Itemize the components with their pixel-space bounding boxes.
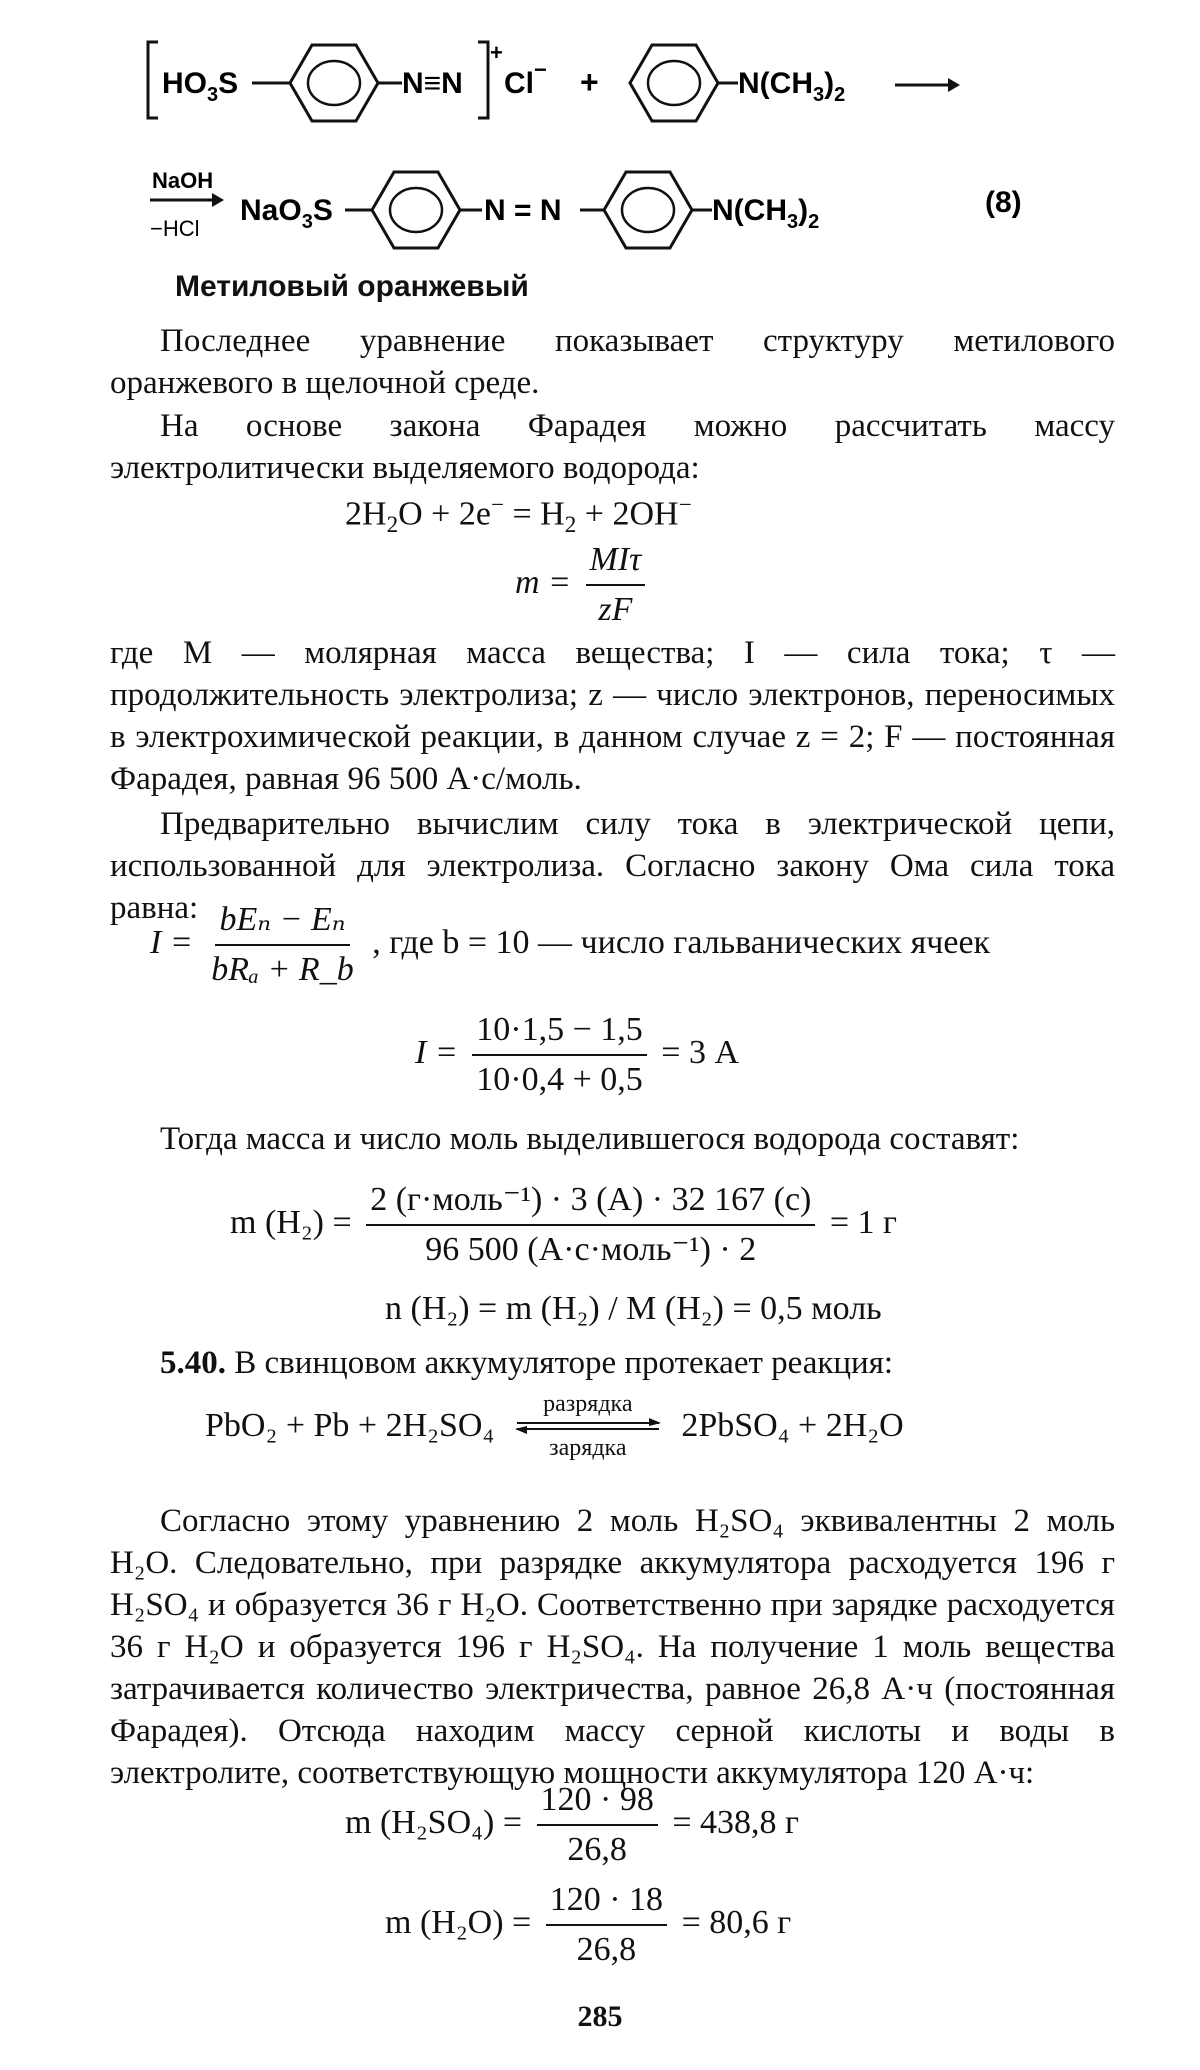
problem-text: В свинцовом аккумуляторе протекает реакция: <box>234 1345 894 1381</box>
arrow-label-charge: зарядка <box>549 1435 627 1461</box>
paragraph-lead-battery: Согласно этому уравнению 2 моль H₂SO₄ эквивалентны 2 моль H₂O. Следовательно, при разрядке аккумулятора расходуется 196 г H₂SO₄ и образуется 36 г H₂O. Соответственно при зарядке расходуется 36 г H₂O и образуется 196 г H₂SO₄. На получение 1 моль вещества затрачивается количество электричества, равное 26,8 А·ч (постоянная Фарадея). Отсюда находим массу серной кислоты и воды в электролите, соответствующую мощности аккумулятора 120 А·ч: <box>110 1503 1115 1791</box>
problem-number: 5.40. <box>160 1345 226 1381</box>
equation-water-mass: m (H₂O) = $\frac{120 \cdot 18}{26,8}$ = 80,6 г <box>385 1881 792 1968</box>
chloride-ion: Cl− <box>504 57 547 100</box>
equation-sulfuric-acid-mass: m (H₂SO₄) = $\frac{120 \cdot 98}{26,8}$ = 438,8 г <box>345 1781 799 1868</box>
equation-hydrogen-mass: m (H₂) = $\frac{\text{2 (г·моль⁻¹) · 3 (А) · 32 167 (с)}}{\text{96 500 (А·с·моль⁻¹) · 2}}$ = 1 г <box>230 1181 897 1268</box>
equation-number: (8) <box>985 186 1022 219</box>
equation-water-reduction: $2H_2O + 2e^- = H_2 + 2OH^-$ <box>345 492 692 539</box>
reaction-scheme-diazonium <box>140 20 960 140</box>
paragraph-hydrogen-mass: Тогда масса и число моль выделившегося водорода составят: <box>160 1121 1020 1157</box>
paragraph-variables: где M — молярная масса вещества; I — сила тока; τ — продолжительность электролиза; z — число электронов, переносимых в электрохимической реакции, в данном случае z = 2; F — постоянная Фарадея, равная 96 500 А·с/моль. <box>110 635 1115 797</box>
reaction-scheme-methyl-orange <box>140 160 1040 275</box>
equilibrium-arrows <box>513 1418 663 1434</box>
equation-hydrogen-moles: n (H₂) = m (H₂) / M (H₂) = 0,5 моль <box>385 1290 882 1327</box>
equation-lead-battery: PbO₂ + Pb + 2H₂SO₄ разрядка зарядка 2PbSO₄ + 2H₂O <box>205 1391 904 1461</box>
compound-name: Метиловый оранжевый <box>175 270 529 303</box>
arrow-byproduct-hcl: −HCl <box>150 216 200 241</box>
equation-faraday-mass: m = $\frac{\text{MIτ}}{zF}$ <box>515 540 651 630</box>
page-number: 285 <box>577 2000 623 2033</box>
product-nao3s: NaO$_3$S <box>240 194 333 233</box>
paragraph-faraday: На основе закона Фарадея можно рассчитать массу электролитически выделяемого водорода: <box>110 408 1115 486</box>
azo-group: N = N <box>484 194 562 227</box>
equation-current-value: I = $\frac{10\cdot 1,5 - 1,5}{10\cdot 0,4 + 0,5}$ = 3 А <box>415 1011 739 1098</box>
benzene-ring-1 <box>290 45 378 121</box>
paragraph-structure: Последнее уравнение показывает структуру метилового оранжевого в щелочной среде. <box>110 323 1115 401</box>
problem-heading <box>160 1345 893 1382</box>
bracket-left <box>148 42 158 118</box>
arrow-label-discharge: разрядка <box>543 1391 633 1417</box>
product-dimethylamino: $N(CH_3)_2$ <box>712 194 820 233</box>
bracket-right <box>478 42 488 118</box>
reactant-ho3s: $HO_3S$ <box>162 67 239 106</box>
diazonium-group: N≡N <box>402 67 463 100</box>
benzene-ring-4 <box>604 172 692 248</box>
svg-text:+: + <box>490 40 503 65</box>
arrow-reagent-naoh: NaOH <box>152 168 214 193</box>
benzene-ring-2 <box>630 45 718 121</box>
benzene-ring-3 <box>372 172 460 248</box>
dimethylamino-group: $N(CH_3)_2$ <box>738 67 846 106</box>
equation-ohm-law: I = $\frac{\text{bEₙ − Eₙ}}{\text{bRₐ + R\_b}}$ , где b = 10 — число гальванических ячеек <box>150 901 991 988</box>
plus-sign: + <box>580 64 599 100</box>
paragraph-ohm-intro: Предварительно вычислим силу тока в электрической цепи, использованной для электролиза. Согласно закону Ома сила тока равна: <box>110 806 1115 926</box>
